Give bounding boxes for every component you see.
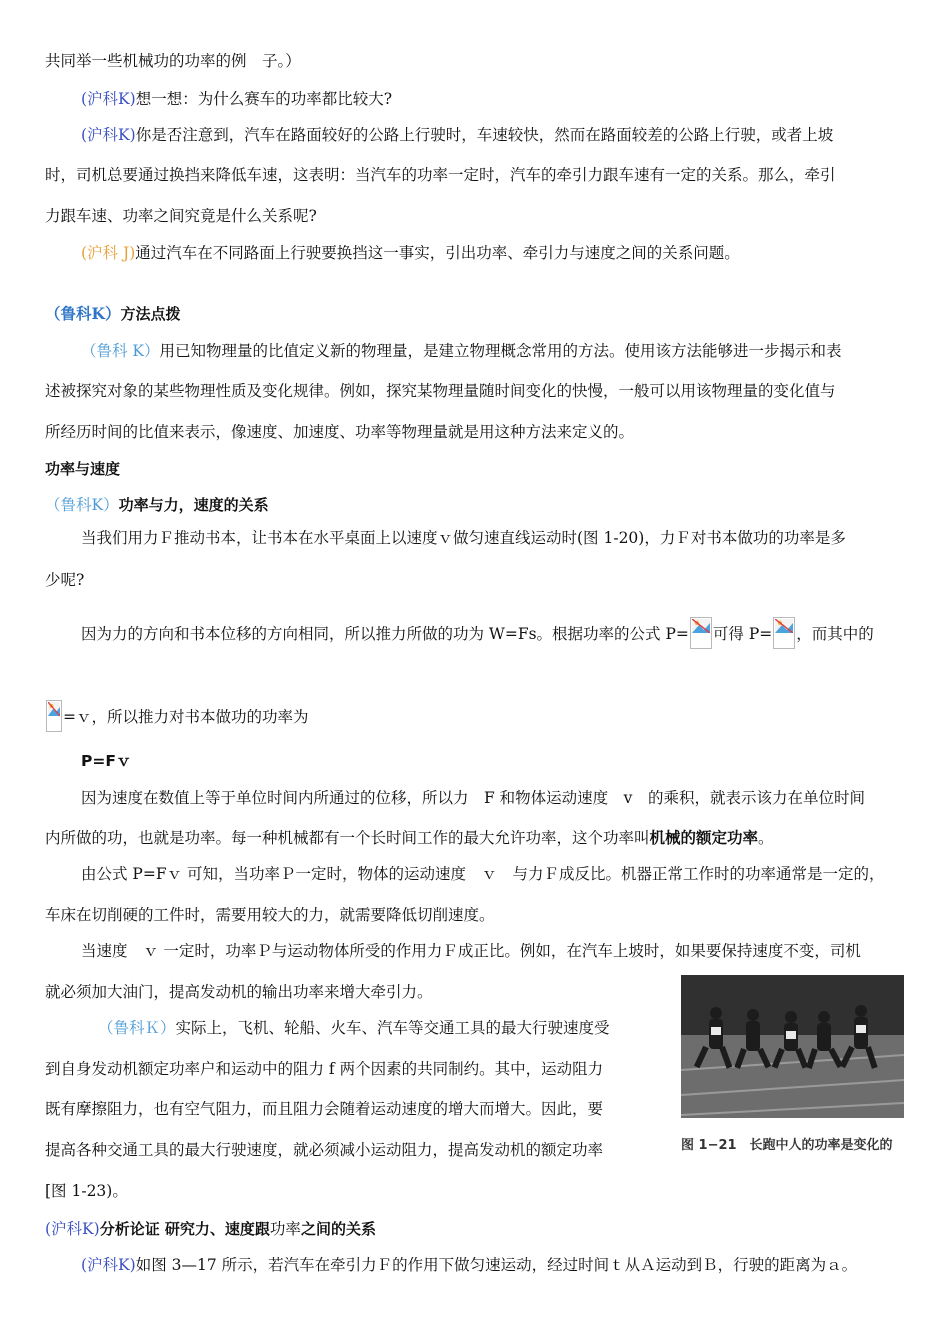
broken-image-icon (46, 700, 62, 732)
text-line: 到自身发动机额定功率户和运动中的阻力 f 两个因素的共同制约。其中，运动阻力 (45, 1060, 604, 1078)
text-line: (沪科K)如图 3—17 所示，若汽车在牵引力Ｆ的作用下做匀速运动，经过时间ｔ从Ａ运动到Ｂ，行驶的距离为ａ。 (81, 1256, 858, 1274)
section-heading: （鲁科K）方法点拨 (45, 304, 181, 323)
source-tag: （鲁科K） (45, 304, 121, 323)
text-line: 当速度 ｖ 一定时，功率Ｐ与运动物体所受的作用力Ｆ成正比。例如，在汽车上坡时，如果要保持速度不变，司机 (81, 942, 861, 960)
text-line: 就必须加大油门，提高发动机的输出功率来增大牵引力。 (45, 983, 433, 1001)
text-line: 由公式 P=Fｖ 可知，当功率Ｐ一定时，物体的运动速度 ｖ 与力Ｆ成反比。机器正常工作时的功率通常是一定的， (81, 865, 885, 883)
text-line: （鲁科Ｋ）实际上，飞机、轮船、火车、汽车等交通工具的最大行驶速度受 (98, 1019, 610, 1037)
text-line: =ｖ，所以推力对书本做功的功率为 (45, 700, 309, 732)
source-tag: (沪科K) (45, 1220, 100, 1238)
text-line: [图 1-23)。 (45, 1182, 128, 1200)
text-line: 少呢? (45, 571, 85, 589)
text-line: 当我们用力Ｆ推动书本，让书本在水平桌面上以速度ｖ做匀速直线运动时(图 1-20)，力Ｆ对书本做功的功率是多 (81, 529, 846, 547)
broken-image-icon (773, 617, 795, 649)
text-line: 因为力的方向和书本位移的方向相同，所以推力所做的功为 W=Fs。根据功率的公式 P= 可得 P= ，而其中的 (81, 617, 874, 649)
section-heading: 功率与速度 (45, 460, 121, 478)
text-line: 述被探究对象的某些物理性质及变化规律。例如，探究某物理量随时间变化的快慢，一般可以用该物理量的变化值与 (45, 382, 836, 400)
source-tag: （鲁科K） (45, 496, 119, 514)
text-line: (沪科 J)通过汽车在不同路面上行驶要换挡这一事实，引出功率、牵引力与速度之间的关系问题。 (81, 244, 740, 262)
emphasis-term: 机械的额定功率 (649, 829, 759, 847)
text-line: 时，司机总要通过换挡来降低车速，这表明：当汽车的功率一定时，汽车的牵引力跟车速有一定的关系。那么，牵引 (45, 166, 836, 184)
broken-image-icon (690, 617, 712, 649)
source-tag: (沪科 J) (81, 244, 136, 262)
source-tag: (沪科K) (81, 90, 136, 108)
text-line: 所经历时间的比值来表示，像速度、加速度、功率等物理量就是用这种方法来定义的。 (45, 423, 635, 441)
text-line: 既有摩擦阻力，也有空气阻力，而且阻力会随着运动速度的增大而增大。因此，要 (45, 1100, 604, 1118)
text-line: (沪科K)想一想：为什么赛车的功率都比较大? (81, 90, 392, 108)
text-line: 车床在切削硬的工件时，需要用较大的力，就需要降低切削速度。 (45, 906, 495, 924)
source-tag: （鲁科 K） (81, 342, 160, 360)
formula: P=Fｖ (81, 752, 132, 770)
source-tag: （鲁科Ｋ） (98, 1019, 176, 1037)
source-tag: (沪科K) (81, 1256, 136, 1274)
section-heading: (沪科K)分析论证 研究力、速度跟功率之间的关系 (45, 1220, 376, 1238)
text-line: (沪科K)你是否注意到，汽车在路面较好的公路上行驶时，车速较快，然而在路面较差的公路上行驶，或者上坡 (81, 126, 834, 144)
text-line: 共同举一些机械功的功率的例 子。） (45, 52, 301, 70)
source-tag: (沪科K) (81, 126, 136, 144)
runners-photo (681, 975, 904, 1118)
text-line: 力跟车速、功率之间究竟是什么关系呢? (45, 207, 317, 225)
text-line: 内所做的功，也就是功率。每一种机械都有一个长时间工作的最大允许功率，这个功率叫机械的额定功率。 (45, 829, 774, 847)
section-heading: （鲁科K）功率与力，速度的关系 (45, 496, 269, 514)
text-line: 因为速度在数值上等于单位时间内所通过的位移，所以力 F 和物体运动速度 v 的乘积，就表示该力在单位时间 (81, 789, 865, 807)
figure-caption: 图 1−21 长跑中人的功率是变化的 (681, 1138, 893, 1153)
text-line: （鲁科 K）用已知物理量的比值定义新的物理量，是建立物理概念常用的方法。使用该方法能够进一步揭示和表 (81, 342, 842, 360)
text-line: 提高各种交通工具的最大行驶速度，就必须减小运动阻力，提高发动机的额定功率 (45, 1141, 604, 1159)
